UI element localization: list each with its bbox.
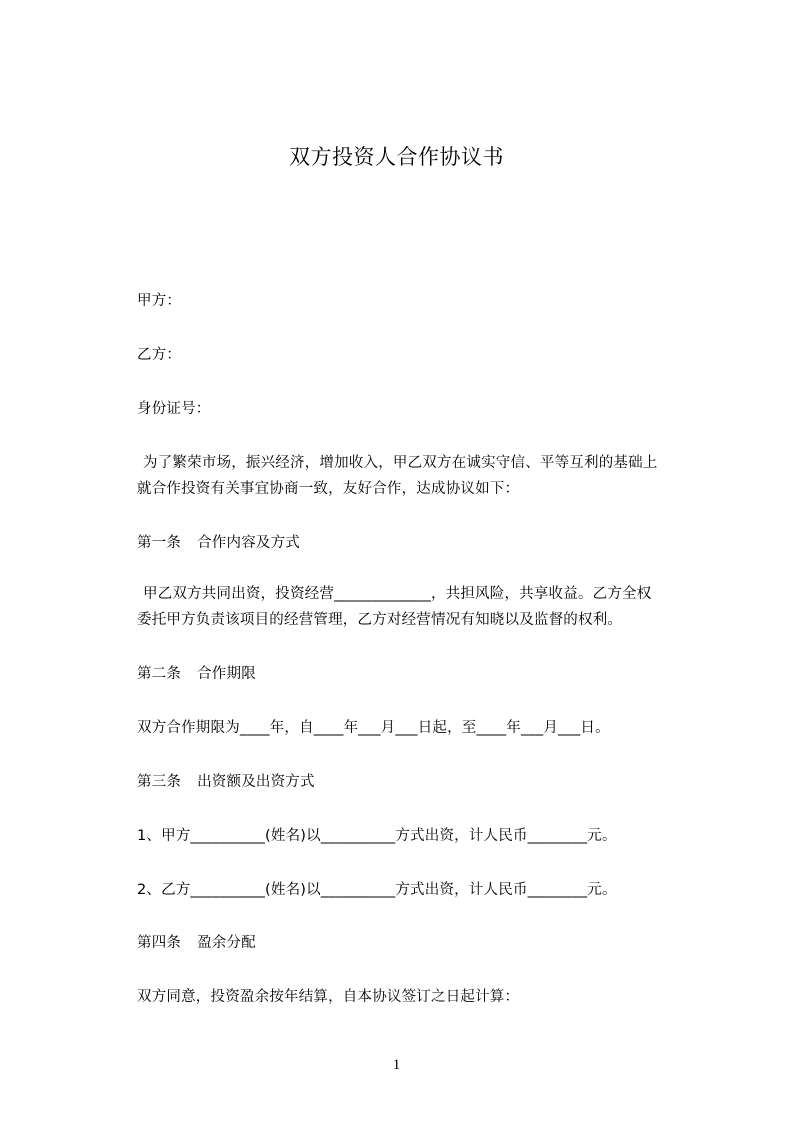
article-2-title: 合作期限 [197,666,256,682]
preamble-line-1: 为了繁荣市场，振兴经济，增加收入，甲乙双方在诚实守信、平等互利的基础上 [143,455,658,471]
article-3-item-1: 1、甲方__________(姓名)以__________方式出资，计人民币________元。 [137,828,617,844]
page-number: 1 [392,1057,401,1073]
article-2-number: 第二条 [137,666,182,682]
article-1-number: 第一条 [137,535,182,551]
article-4-number: 第四条 [137,935,182,951]
article-3-item-2: 2、乙方__________(姓名)以__________方式出资，计人民币________元。 [137,882,617,898]
article-4-heading [137,933,256,953]
party-b-label: 乙方： [137,347,182,363]
party-a-label: 甲方： [137,293,182,309]
article-3-heading [137,772,315,792]
article-3-title: 出资额及出资方式 [197,774,315,790]
article-2-heading [137,664,256,684]
id-number-label: 身份证号： [137,401,211,417]
article-4-text: 双方同意，投资盈余按年结算，自本协议签订之日起计算： [137,989,520,1005]
article-1-title: 合作内容及方式 [197,535,301,551]
article-1-line-1: 甲乙双方共同出资，投资经营_____________，共担风险，共享收益。乙方全权 [143,586,652,602]
article-2-text: 双方合作期限为____年，自____年___月___日起，至____年___月___日。 [137,720,610,736]
document-title: 双方投资人合作协议书 [289,145,504,169]
article-1-line-2: 委托甲方负责该项目的经营管理，乙方对经营情况有知晓以及监督的权利。 [137,612,623,628]
preamble-line-2: 就合作投资有关事宜协商一致，友好合作，达成协议如下： [137,481,520,497]
article-4-title: 盈余分配 [197,935,256,951]
article-1-heading [137,533,300,553]
article-3-number: 第三条 [137,774,182,790]
